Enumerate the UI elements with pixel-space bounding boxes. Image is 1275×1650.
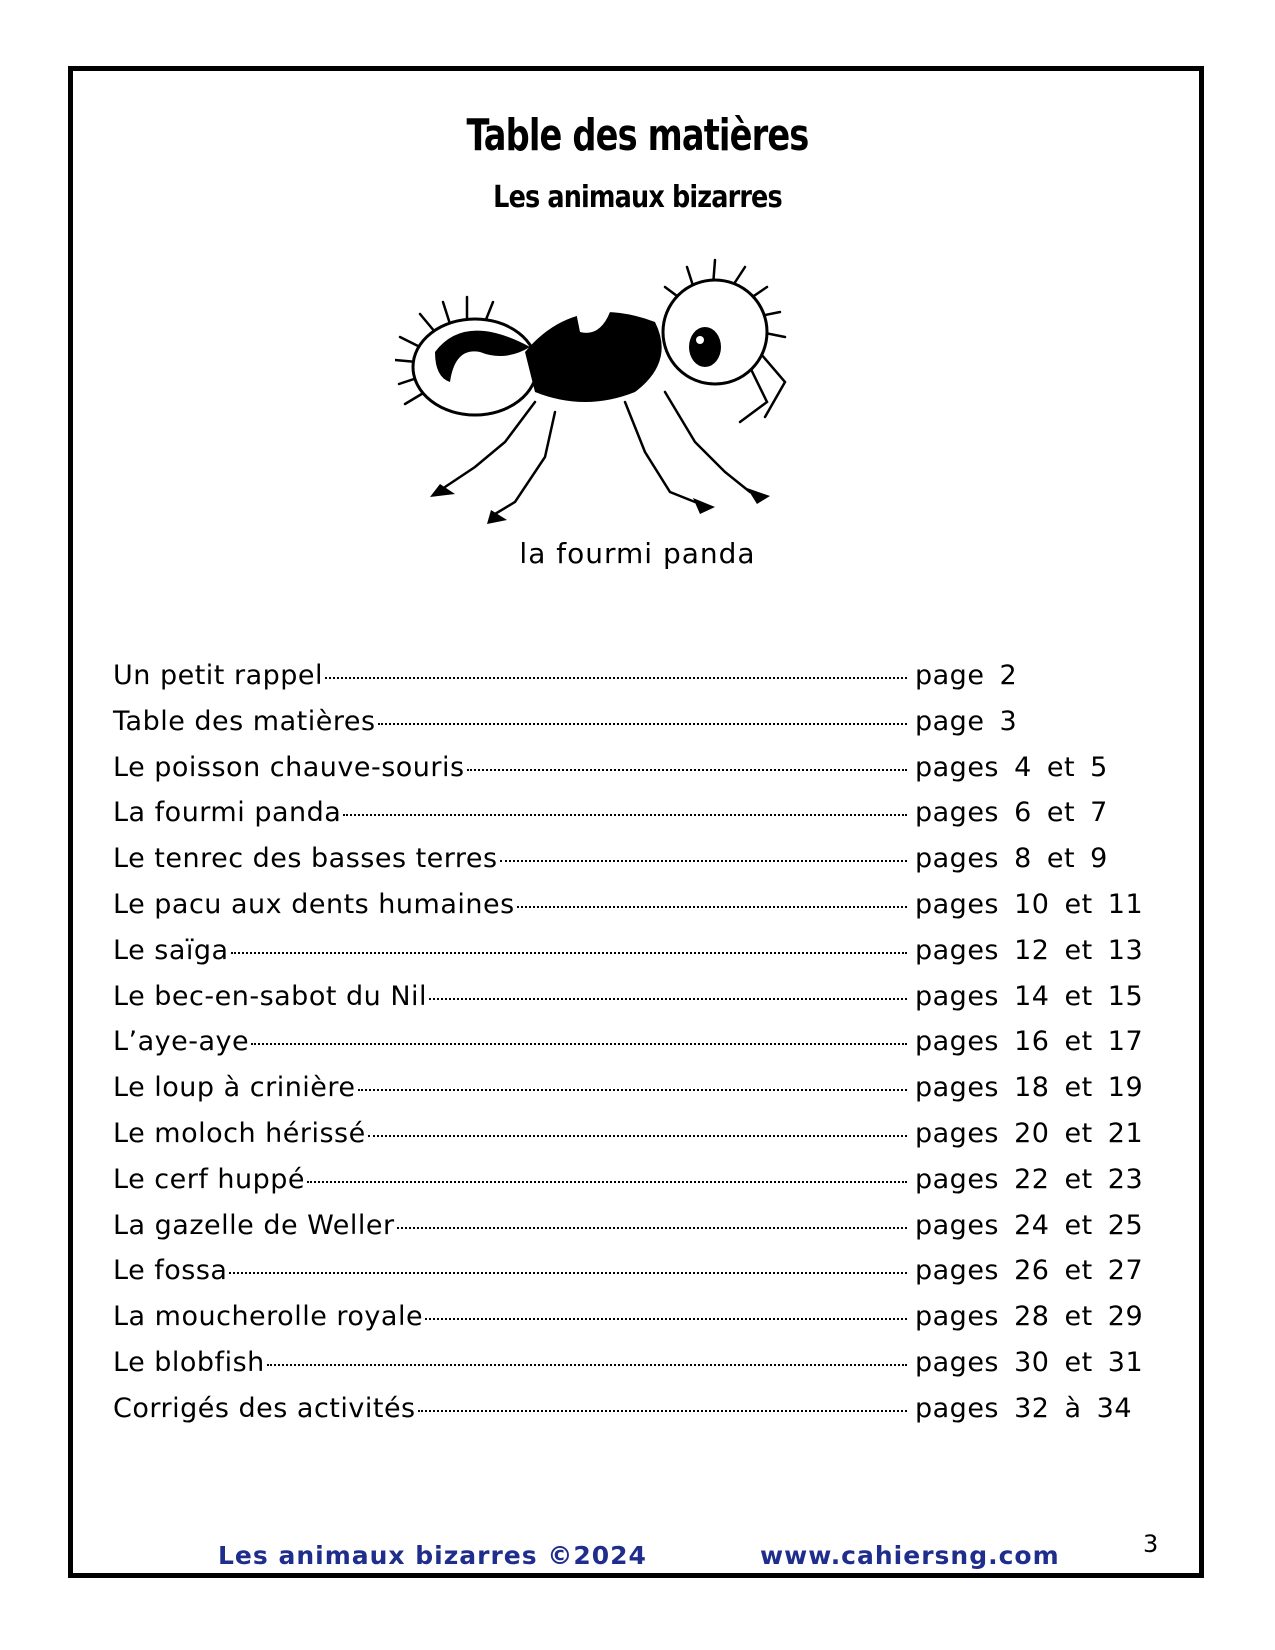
toc-entry-label: Le cerf huppé [113, 1163, 306, 1195]
toc-entry-pages: pages 22 et 23 [915, 1163, 1144, 1195]
dot-leader [425, 1318, 907, 1320]
page-subtitle: Les animaux bizarres [493, 180, 782, 215]
toc-entry-label: Le bec-en-sabot du Nil [113, 980, 428, 1012]
toc-entry [113, 752, 1133, 798]
dot-leader [500, 860, 907, 862]
page-title: Table des matières [466, 110, 809, 161]
toc-entry [113, 1209, 1144, 1256]
toc-entry [113, 980, 1144, 1027]
toc-entry-pages: page 2 [915, 660, 1018, 691]
toc-entry-pages: pages 24 et 25 [915, 1209, 1144, 1241]
dot-leader [517, 906, 907, 908]
toc-entry-pages: pages 20 et 21 [915, 1117, 1144, 1149]
toc-entry [113, 1255, 1144, 1301]
toc-entry-pages: pages 16 et 17 [915, 1026, 1144, 1058]
toc-entry [113, 888, 1144, 935]
dot-leader [229, 1272, 907, 1274]
dot-leader [231, 952, 907, 954]
toc-entry-label: Le fossa [113, 1255, 228, 1287]
dot-leader [307, 1181, 907, 1183]
toc-entry [113, 797, 1133, 843]
toc-entry [113, 706, 1133, 752]
toc-entry-label: Le tenrec des basses terres [113, 843, 498, 875]
illustration-caption: la fourmi panda [519, 537, 756, 570]
toc-entry [113, 934, 1144, 981]
toc-entry [113, 1117, 1144, 1164]
dot-leader [343, 814, 907, 816]
toc-entry-pages: pages 4 et 5 [915, 751, 1108, 783]
toc-entry-pages: pages 30 et 31 [915, 1346, 1144, 1378]
toc-entry-label: La gazelle de Weller [113, 1209, 395, 1241]
dot-leader [467, 769, 907, 771]
dot-leader [397, 1227, 907, 1229]
toc-entry-pages: pages 10 et 11 [915, 888, 1144, 920]
dot-leader [368, 1135, 907, 1137]
toc-entry-pages: pages 14 et 15 [915, 980, 1144, 1012]
dot-leader [429, 998, 907, 1000]
toc-entry [113, 1163, 1144, 1210]
toc-entry [113, 1072, 1144, 1118]
toc-entry-label: Le pacu aux dents humaines [113, 888, 515, 920]
toc-entry-pages: page 3 [915, 705, 1018, 737]
toc-entry [113, 1301, 1144, 1347]
toc-entry-label: La moucherolle royale [113, 1301, 424, 1333]
toc-entry-label: Corrigés des activités [113, 1392, 416, 1424]
panda-ant-illustration [395, 252, 835, 532]
dot-leader [418, 1410, 907, 1412]
toc-entry [113, 660, 1133, 706]
dot-leader [325, 677, 907, 679]
dot-leader [251, 1043, 907, 1045]
toc-entry-label: La fourmi panda [113, 797, 342, 829]
toc-entry-pages: pages 12 et 13 [915, 934, 1144, 966]
footer-website-link[interactable]: www.cahiersng.com [760, 1541, 1060, 1570]
toc-entry-pages: pages 6 et 7 [915, 797, 1108, 829]
toc-entry-label: Le moloch hérissé [113, 1117, 366, 1149]
toc-entry-label: Le poisson chauve-souris [113, 751, 465, 783]
toc-entry-pages: pages 26 et 27 [915, 1255, 1144, 1287]
table-of-contents [113, 660, 1144, 1439]
dot-leader [378, 723, 907, 725]
footer-copyright: Les animaux bizarres ©2024 [218, 1541, 647, 1570]
toc-entry-label: Le blobfish [113, 1346, 265, 1378]
dot-leader [358, 1089, 907, 1091]
page-number: 3 [1143, 1530, 1159, 1558]
toc-entry-label: L’aye-aye [113, 1026, 250, 1058]
toc-entry-label: Le loup à crinière [113, 1072, 356, 1104]
toc-entry-pages: pages 28 et 29 [915, 1301, 1144, 1333]
toc-entry-pages: pages 32 à 34 [915, 1392, 1133, 1424]
toc-entry-label: Le saïga [113, 934, 229, 966]
toc-entry-pages: pages 8 et 9 [915, 843, 1108, 875]
dot-leader [267, 1364, 907, 1366]
toc-entry [113, 843, 1133, 889]
toc-entry-label: Un petit rappel [113, 660, 323, 691]
toc-entry [113, 1026, 1144, 1072]
toc-entry [113, 1393, 1133, 1439]
toc-entry-pages: pages 18 et 19 [915, 1072, 1144, 1104]
toc-entry [113, 1346, 1144, 1393]
toc-entry-label: Table des matières [113, 705, 376, 737]
